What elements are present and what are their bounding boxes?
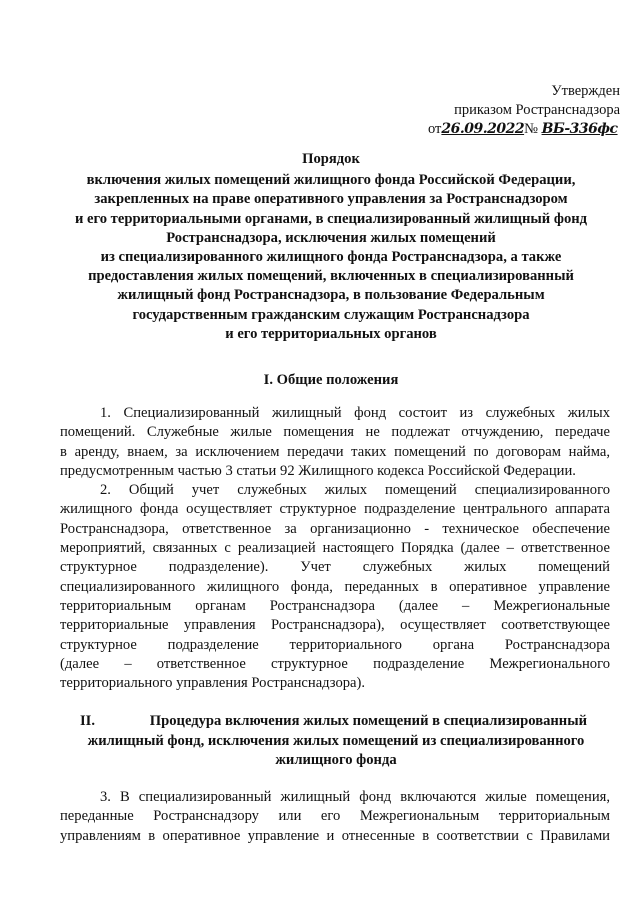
text-line: 3. В специализированный жилищный фонд включаются жилые помещения, <box>100 789 610 805</box>
approval-number: ВБ-336фс <box>541 121 618 137</box>
section-2-heading-line-3: жилищного фонда <box>275 752 397 769</box>
section-2-heading-line-2: жилищный фонд, исключения жилых помещений из специализированного <box>87 732 585 749</box>
text-line: предусмотренным частью 3 статьи 92 Жилищного кодекса Российской Федерации. <box>60 462 576 479</box>
document-title <box>40 150 622 344</box>
section-2-number: II. <box>80 713 96 729</box>
title-heading: Порядок <box>302 151 360 167</box>
paragraph-3 <box>60 788 610 846</box>
section-2-line-1-text: Процедура включения жилых помещений в специализированный <box>149 713 587 729</box>
text-line: Ространснадзора, ответственное за организационно - техническое обеспечение <box>60 520 610 537</box>
text-line: жилищного фонда осуществляет структурное подразделение центрального аппарата <box>60 501 610 518</box>
title-line: Ространснадзора, исключения жилых помещений <box>166 229 496 246</box>
text-line: структурное подразделение). Учет служебных жилых помещений <box>60 559 610 576</box>
section-2-heading-line-1 <box>60 712 612 732</box>
section-2-heading <box>60 712 612 771</box>
title-line: закрепленных на праве оперативного управления за Ространснадзором <box>94 191 568 208</box>
title-line: жилищный фонд Ространснадзора, в пользование Федеральным <box>117 287 545 304</box>
text-line: помещений. Служебные жилые помещения не подлежат отчуждению, передаче <box>60 424 610 441</box>
title-line: и его территориальными органами, в специализированный жилищный фонд <box>74 210 588 227</box>
text-line: территориальным органам Ространснадзора (далее – Межрегиональные <box>60 597 610 614</box>
text-line: 1. Специализированный жилищный фонд состоит из служебных жилых <box>100 405 610 421</box>
title-line: включения жилых помещений жилищного фонда Российской Федерации, <box>86 172 576 189</box>
approval-date: 26.09.2022 <box>441 121 525 137</box>
text-line: территориального управления Ространснадзора). <box>60 675 366 692</box>
approval-stamp <box>420 82 620 139</box>
text-line: 2. Общий учет служебных жилых помещений специализированного <box>100 482 610 499</box>
text-line: переданные Ространснадзору или его Межрегиональным территориальным <box>60 808 610 825</box>
text-line: мероприятий, связанных с реализацией настоящего Порядка (далее – ответственное <box>60 540 610 557</box>
approval-no-sign: № <box>524 121 538 137</box>
paragraph-2 <box>60 481 610 693</box>
approval-line-1: Утвержден <box>551 83 620 99</box>
text-line: управлениям в оперативное управление и отнесенные в соответствии с Правилами <box>60 827 610 844</box>
title-line: предоставления жилых помещений, включенных в специализированный <box>88 268 574 285</box>
text-line: структурное подразделение территориального органа Ространснадзора <box>60 636 610 653</box>
approval-line-2: приказом Ространснадзора <box>454 102 620 118</box>
text-line: в аренду, внаем, за исключением передачи таких помещений по договорам найма, <box>60 443 610 460</box>
text-line: (далее – ответственное структурное подразделение Межрегионального <box>60 655 610 672</box>
section-2-body <box>60 788 610 846</box>
text-line: территориальные управления Ространснадзора), осуществляет соответствующее <box>60 617 610 634</box>
text-line: специализированного жилищного фонда, переданных в оперативное управление <box>60 578 610 595</box>
title-line: из специализированного жилищного фонда Ространснадзора, а также <box>100 249 562 266</box>
section-1-body <box>60 404 610 693</box>
section-1-heading: I. Общие положения <box>263 372 399 388</box>
approval-line-3 <box>420 120 620 139</box>
title-line: и его территориальных органов <box>225 325 437 342</box>
paragraph-1 <box>60 404 610 481</box>
approval-prefix: от <box>428 121 442 137</box>
title-line: государственным гражданским служащим Ространснадзора <box>132 306 530 323</box>
